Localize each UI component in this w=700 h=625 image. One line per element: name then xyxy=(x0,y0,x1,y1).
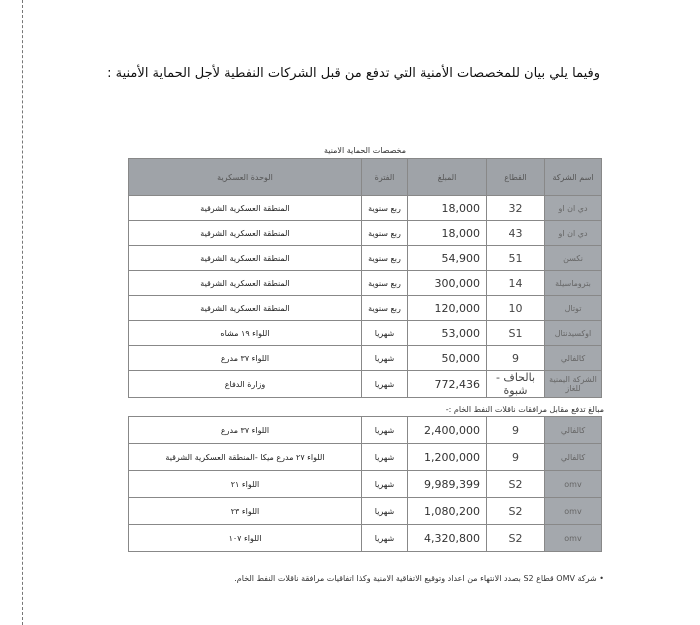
table-row xyxy=(129,321,602,346)
header-company: اسم الشركة xyxy=(545,159,602,196)
table-row xyxy=(129,498,602,525)
cell-period: شهريا xyxy=(362,346,408,371)
table-row xyxy=(129,246,602,271)
table-row xyxy=(129,196,602,221)
cell-amount: 120,000 xyxy=(408,296,487,321)
cell-period: شهريا xyxy=(362,321,408,346)
cell-company: توتال xyxy=(545,296,602,321)
table2-caption: مبالغ تدفع مقابل مرافقات ناقلات النفط الخام :- xyxy=(445,405,604,414)
cell-company: بتروماسيلة xyxy=(545,271,602,296)
heading: وفيما يلي بيان للمخصصات الأمنية التي تدفع من قبل الشركات النفطية لأجل الحماية الأمنية : xyxy=(107,66,600,81)
cell-sector: 9 xyxy=(487,444,545,471)
cell-company: دي ان او xyxy=(545,221,602,246)
table-row xyxy=(129,271,602,296)
table1-caption: مخصصات الحماية الامنية xyxy=(324,146,406,155)
table-row xyxy=(129,471,602,498)
cell-period: شهريا xyxy=(362,525,408,552)
cell-amount: 1,200,000 xyxy=(408,444,487,471)
table-row xyxy=(129,371,602,398)
cell-amount: 50,000 xyxy=(408,346,487,371)
cell-unit: اللواء ٢٧ مدرع ميكا -المنطقة العسكرية الشرقية xyxy=(129,444,362,471)
cell-sector: 32 xyxy=(487,196,545,221)
cell-unit: اللواء ٣٧ مدرع xyxy=(129,346,362,371)
cell-sector: 9 xyxy=(487,417,545,444)
cell-period: ربع سنوية xyxy=(362,196,408,221)
table-header-row xyxy=(129,159,602,196)
cell-sector: 14 xyxy=(487,271,545,296)
cell-period: ربع سنوية xyxy=(362,271,408,296)
cell-company: omv xyxy=(545,498,602,525)
cell-amount: 2,400,000 xyxy=(408,417,487,444)
cell-amount: 18,000 xyxy=(408,221,487,246)
cell-period: ربع سنوية xyxy=(362,246,408,271)
margin-dashed-line xyxy=(22,0,23,625)
cell-company: كالفالي xyxy=(545,444,602,471)
cell-period: ربع سنوية xyxy=(362,296,408,321)
cell-company: كالفالي xyxy=(545,417,602,444)
cell-company: كالفالي xyxy=(545,346,602,371)
cell-company: نكسن xyxy=(545,246,602,271)
cell-period: شهريا xyxy=(362,471,408,498)
cell-company: omv xyxy=(545,525,602,552)
cell-amount: 18,000 xyxy=(408,196,487,221)
cell-unit: اللواء ٢٣ xyxy=(129,498,362,525)
cell-sector: S2 xyxy=(487,498,545,525)
cell-company: دي ان او xyxy=(545,196,602,221)
cell-unit: اللواء ٢١ xyxy=(129,471,362,498)
cell-period: شهريا xyxy=(362,444,408,471)
table-row xyxy=(129,444,602,471)
cell-period: ربع سنوية xyxy=(362,221,408,246)
cell-company: اوكسيدنتال xyxy=(545,321,602,346)
header-unit: الوحدة العسكرية xyxy=(129,159,362,196)
table-row xyxy=(129,221,602,246)
cell-period: شهريا xyxy=(362,371,408,398)
cell-company: الشركة اليمنية للغاز xyxy=(545,371,602,398)
cell-unit: اللواء ١٩ مشاه xyxy=(129,321,362,346)
table-row xyxy=(129,296,602,321)
cell-unit: المنطقة العسكرية الشرقية xyxy=(129,196,362,221)
cell-unit: اللواء ٣٧ مدرع xyxy=(129,417,362,444)
tanker-escort-table xyxy=(128,416,602,552)
cell-amount: 4,320,800 xyxy=(408,525,487,552)
cell-unit: المنطقة العسكرية الشرقية xyxy=(129,246,362,271)
header-sector: القطاع xyxy=(487,159,545,196)
cell-amount: 9,989,399 xyxy=(408,471,487,498)
footnote: • شركة OMV قطاع S2 بصدد الانتهاء من اعداد وتوقيع الاتفاقية الامنية وكذا اتفاقيات مرافقة ناقلات النفط الخام. xyxy=(234,574,604,583)
cell-unit: المنطقة العسكرية الشرقية xyxy=(129,296,362,321)
table-row xyxy=(129,346,602,371)
cell-amount: 300,000 xyxy=(408,271,487,296)
cell-sector: S2 xyxy=(487,525,545,552)
cell-sector: 51 xyxy=(487,246,545,271)
cell-sector: 10 xyxy=(487,296,545,321)
header-amount: المبلغ xyxy=(408,159,487,196)
cell-sector: بالحاف - شبوة xyxy=(487,371,545,398)
cell-sector: S1 xyxy=(487,321,545,346)
cell-unit: المنطقة العسكرية الشرقية xyxy=(129,271,362,296)
cell-sector: S2 xyxy=(487,471,545,498)
cell-sector: 43 xyxy=(487,221,545,246)
table-row xyxy=(129,417,602,444)
table-row xyxy=(129,525,602,552)
cell-unit: المنطقة العسكرية الشرقية xyxy=(129,221,362,246)
cell-sector: 9 xyxy=(487,346,545,371)
header-period: الفترة xyxy=(362,159,408,196)
cell-amount: 1,080,200 xyxy=(408,498,487,525)
cell-unit: اللواء ١٠٧ xyxy=(129,525,362,552)
cell-amount: 53,000 xyxy=(408,321,487,346)
cell-unit: وزارة الدفاع xyxy=(129,371,362,398)
cell-period: شهريا xyxy=(362,498,408,525)
cell-period: شهريا xyxy=(362,417,408,444)
security-allocations-table xyxy=(128,158,602,398)
cell-amount: 772,436 xyxy=(408,371,487,398)
cell-company: omv xyxy=(545,471,602,498)
cell-amount: 54,900 xyxy=(408,246,487,271)
